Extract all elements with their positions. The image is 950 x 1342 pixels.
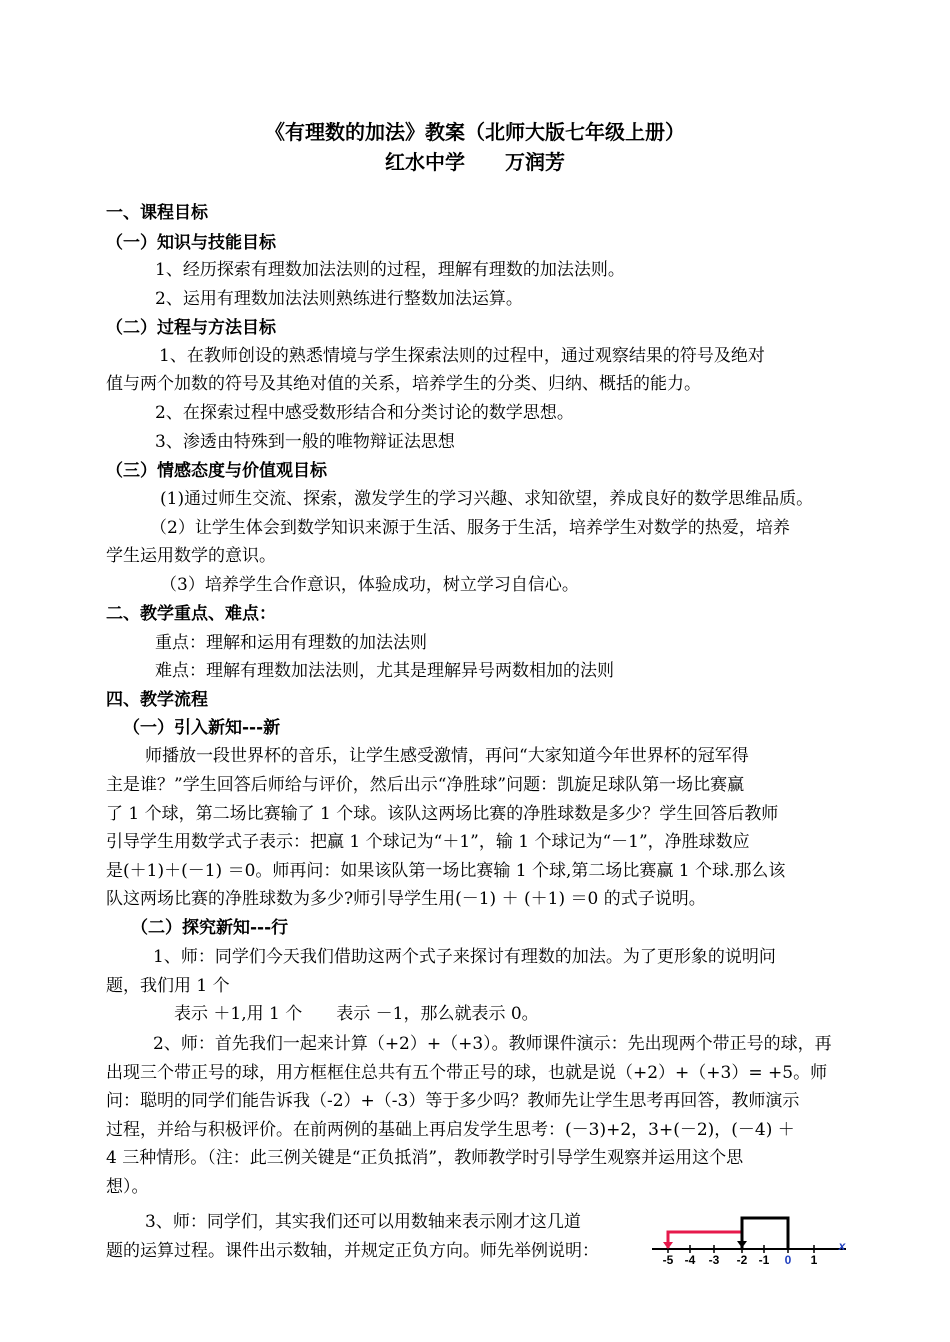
document-title: 《有理数的加法》教案（北师大版七年级上册） [265, 120, 685, 144]
paragraph: 想）。 [106, 1177, 149, 1197]
heading-key-points: 二、教学重点、难点： [106, 604, 276, 624]
positive-move-arrow [742, 1218, 788, 1248]
paragraph: 表示 ＋1,用 1 个 表示 －1，那么就表示 0。 [174, 1004, 539, 1024]
number-line-labels [663, 1239, 847, 1267]
paragraph: 过程，并给与积极评价。在前两例的基础上再启发学生思考：(－3)+2，3+(－2)，(－4) ＋ [106, 1120, 795, 1140]
heading-course-goals: 一、课程目标 [106, 203, 208, 223]
paragraph: 2、运用有理数加法法则熟练进行整数加法运算。 [155, 289, 523, 309]
heading-attitude-values: （三）情感态度与价值观目标 [106, 461, 327, 481]
number-line-tick-label: 1 [810, 1253, 818, 1267]
paragraph: 题，我们用 1 个 [106, 976, 230, 996]
paragraph: 1、在教师创设的熟悉情境与学生探索法则的过程中，通过观察结果的符号及绝对 [159, 346, 765, 366]
heading-teaching-process: 四、教学流程 [106, 690, 208, 710]
paragraph: （3）培养学生合作意识，体验成功，树立学习自信心。 [160, 575, 579, 595]
paragraph: 了 1 个球，第二场比赛输了 1 个球。该队这两场比赛的净胜球数是多少？学生回答后教师 [106, 804, 779, 824]
paragraph: 是(＋1)＋(－1) ＝0。师再问：如果该队第一场比赛输 1 个球,第二场比赛赢 1 个球.那么该 [106, 861, 786, 881]
heading-introduce-new: （一）引入新知---新 [123, 718, 281, 738]
paragraph: 2、师：首先我们一起来计算（+2）+（+3）。教师课件演示：先出现两个带正号的球，再 [153, 1034, 832, 1054]
positive-arrowhead [737, 1241, 747, 1248]
paragraph: 3、师：同学们，其实我们还可以用数轴来表示刚才这几道 [145, 1212, 581, 1232]
number-line-tick-label: -1 [758, 1253, 770, 1267]
paragraph: 4 三种情形。（注：此三例关键是“正负抵消”，教师教学时引导学生观察并运用这个思 [106, 1148, 744, 1168]
number-line-tick-label: -5 [662, 1253, 674, 1267]
paragraph: 题的运算过程。课件出示数轴，并规定正负方向。师先举例说明： [106, 1241, 599, 1261]
paragraph: 问：聪明的同学们能告诉我（-2）+（-3）等于多少吗？教师先让学生思考再回答，教师演示 [106, 1091, 800, 1111]
paragraph: 重点：理解和运用有理数的加法法则 [155, 633, 427, 653]
paragraph: （2）让学生体会到数学知识来源于生活、服务于生活，培养学生对数学的热爱，培养 [150, 518, 790, 538]
paragraph: 3、渗透由特殊到一般的唯物辩证法思想 [155, 432, 455, 452]
number-line-figure [650, 1212, 850, 1272]
heading-process-methods: （二）过程与方法目标 [106, 318, 276, 338]
paragraph: 引导学生用数学式子表示：把赢 1 个球记为“＋1”，输 1 个球记为“－1”，净胜球数应 [106, 832, 750, 852]
number-line-end-label: x [838, 1239, 846, 1253]
heading-explore-new: （二）探究新知---行 [131, 918, 289, 938]
paragraph: 2、在探索过程中感受数形结合和分类讨论的数学思想。 [155, 403, 574, 423]
heading-knowledge-skills: （一）知识与技能目标 [106, 233, 276, 253]
negative-move-arrow [668, 1232, 742, 1248]
paragraph: 难点：理解有理数加法法则，尤其是理解异号两数相加的法则 [155, 661, 614, 681]
paragraph: 出现三个带正号的球，用方框框住总共有五个带正号的球，也就是说（+2）+（+3）= +5。师 [106, 1063, 828, 1083]
paragraph: 主是谁？”学生回答后师给与评价，然后出示“净胜球”问题：凯旋足球队第一场比赛赢 [106, 775, 745, 795]
paragraph: 学生运用数学的意识。 [106, 546, 276, 566]
paragraph: 师播放一段世界杯的音乐，让学生感受激情，再问“大家知道今年世界杯的冠军得 [145, 746, 749, 766]
number-line-tick-label: 0 [784, 1253, 792, 1267]
number-line-tick-label: -4 [684, 1253, 696, 1267]
paragraph: (1)通过师生交流、探索，激发学生的学习兴趣、求知欲望，养成良好的数学思维品质。 [160, 489, 814, 509]
author-line: 红水中学 万润芳 [385, 150, 565, 174]
number-line-tick-label: -3 [708, 1253, 720, 1267]
paragraph: 1、经历探索有理数加法法则的过程，理解有理数的加法法则。 [155, 260, 625, 280]
number-line-tick-label: -2 [736, 1253, 748, 1267]
paragraph: 1、师：同学们今天我们借助这两个式子来探讨有理数的加法。为了更形象的说明问 [153, 947, 776, 967]
paragraph: 队这两场比赛的净胜球数为多少?师引导学生用(－1) ＋ (＋1) ＝0 的式子说明。 [106, 889, 706, 909]
paragraph: 值与两个加数的符号及其绝对值的关系，培养学生的分类、归纳、概括的能力。 [106, 374, 701, 394]
negative-arrowhead [663, 1242, 673, 1249]
